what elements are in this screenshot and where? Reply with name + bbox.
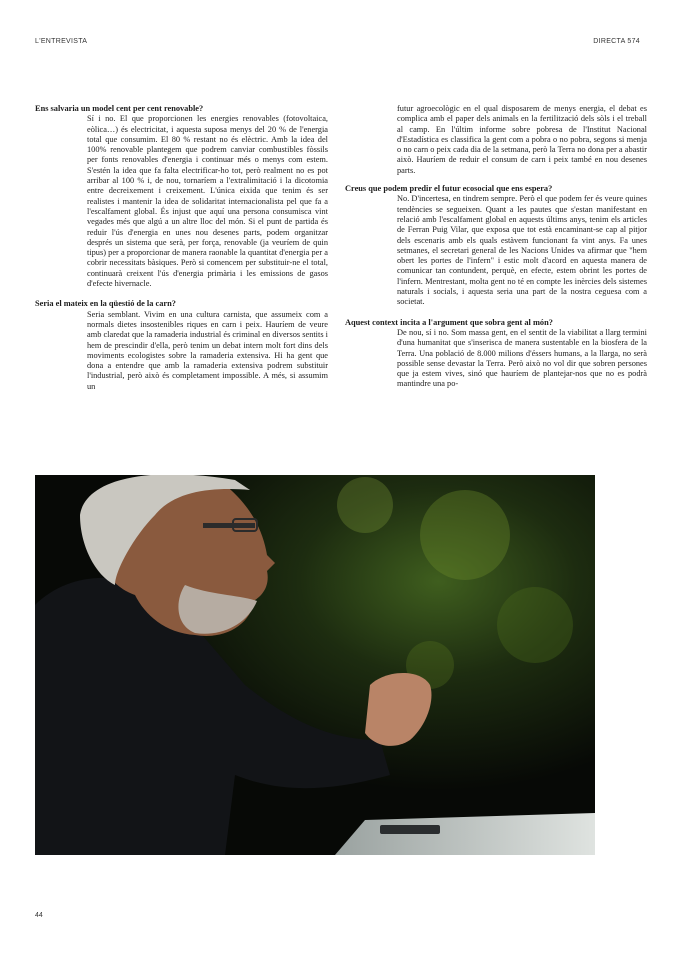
- running-header-issue: DIRECTA 574: [593, 38, 640, 45]
- question-heading: Aquest context incita a l'argument que sobra gent al món?: [345, 317, 553, 327]
- answer-text: Seria semblant. Vivim en una cultura carnista, que assumeix com a normals dietes insostenibles riques en carn i peix. Hauríem de veure amb claredat que la ramaderia industrial és criminal en diversos sentits i hem de prescindir d'ella, però tenim un debat intern molt fort dins dels moviments ecologistes sobre la ramaderia extensiva. Hi ha gent que dona a entendre que amb la ramaderia extensiva podrem substituir l'industrial, però això és completament impossible. A més, si assumim un: [87, 309, 328, 391]
- question-heading: Creus que podem predir el futur ecosocial que ens espera?: [345, 184, 553, 194]
- left-column: [35, 104, 328, 402]
- answer-text: Sí i no. El que proporcionen les energies renovables (fotovoltaica, eòlica…) és electricitat, i aquesta suposa menys del 20 % de l'energia total que consumim. El 80 % restant no és elèctric. Amb la idea del 100% renovable plantegem que podrem canviar combustibles fòssils per fonts renovables d'energia i continuar més o menys com estem. S'estén la idea que fa falta electrificar-ho tot, però realment no es pot arribar al 100 % i, de nou, tornaríem a l'extralimitació i la dicotomia entre decreixement i creixement. L'única eixida que tenim és ser realistes i mantenir la idea de solidaritat internacionalista pel que fa a l'escalfament global. És injust que aquí una persona consumisca vint vegades més que algú a un altre lloc del món. Si el punt de partida és reduir l'ús d'energia en unes nou desenes parts, podem organitzar després un sistema que serà, per força, renovable (ja veuríem de quin tipus) per a proporcionar de manera raonable la quantitat d'energia per a cobrir necessitats bàsiques. Però si comencem per substituir-ne el total, continuarà creixent l'ús d'energia primària i les emissions de gasos d'efecte hivernacle.: [87, 114, 328, 289]
- continued-answer-text: futur agroecològic en el qual disposarem de menys energia, el debat es complica amb el paper dels animals en la fertilització dels sòls i el treball al camp. En l'últim informe sobre pobresa de l'Institut Nacional d'Estadística es classifica la gent com a pobra o no pobra, segons si menja o no carn o peix cada dia de la setmana, però la Terra no dona per a abastir això. Hauríem de reduir el consum de carn i peix també en nou desenes parts.: [397, 104, 647, 175]
- page-number: 44: [35, 912, 43, 919]
- answer-text: De nou, sí i no. Som massa gent, en el sentit de la viabilitat a llarg termini d'una humanitat que s'inserisca de manera sustentable en la biosfera de la Terra. Una població de 8.000 milions d'éssers humans, a la llarga, no serà possible sense devastar la Terra. Però això no vol dir que sobren persones que ja estem vives, sinó que hauríem de plantejar-nos que no es podrà mantindre una po-: [397, 327, 647, 389]
- question-heading: Seria el mateix en la qüestió de la carn?: [35, 299, 176, 309]
- question-heading: Ens salvaria un model cent per cent renovable?: [35, 104, 204, 113]
- running-header-section: L'ENTREVISTA: [35, 38, 88, 45]
- answer-text: No. D'incertesa, en tindrem sempre. Però el que podem fer és veure quines tendències se segueixen. Quant a les pautes que s'estan manifestant en relació amb l'escalfament global en aquests últims anys, tenim els articles de Ferran Puig Vilar, que exposa que tot està encaminant-se cap al pitjor dels escenaris amb els quals estàvem funcionant fa vint anys. Fa unes setmanes, el secretari general de les Nacions Unides va afirmar que "hem obert les portes de l'infern" i estic molt d'acord en aquesta manera de comunicar tan contundent, perquè, en efecte, estem obrint les portes de l'infern. Mentrestant, molta gent no té en compte les inèrcies dels sistemes naturals i socials, i aquesta seria una part de la nostra ceguesa com a societat.: [397, 194, 647, 307]
- right-column: [345, 104, 647, 400]
- interview-portrait-photo: [35, 475, 595, 855]
